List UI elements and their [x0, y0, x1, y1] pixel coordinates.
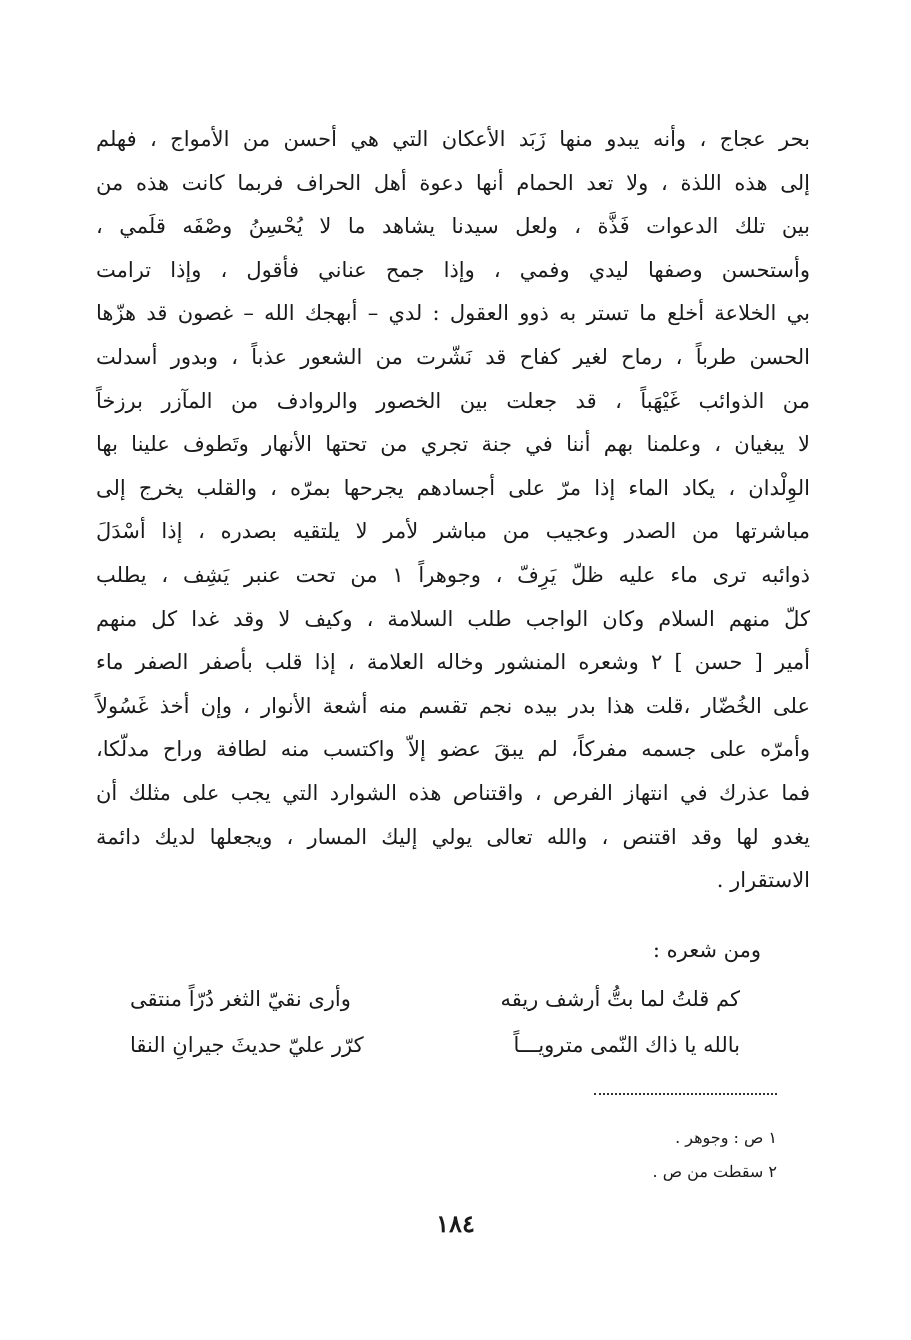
prose-line: بي الخلاعة أخلع ما تستر به ذوو العقول : لدي – أبهجك الله – غصون قد هزّها [96, 301, 810, 326]
verse-line [130, 1024, 740, 1066]
verse-second-hemistich: كرّر عليّ حديثَ جيرانِ النقا [130, 1033, 364, 1057]
page-number: ١٨٤ [436, 1209, 475, 1238]
poetry-intro: ومن شعره : [652, 938, 761, 962]
prose-line: فما عذرك في انتهاز الفرص ، واقتناص هذه الشوارد التي يجب على مثلك أن [96, 780, 810, 805]
footnote: ١ ص : وجوهر . [675, 1128, 777, 1147]
prose-line: كلّ منهم السلام وكان الواجب طلب السلامة ، وكيف لا وقد غدا كل منهم [96, 606, 810, 631]
prose-line: يغدو لها وقد اقتنص ، والله تعالى يولي إليك المسار ، ويجعلها لديك دائمة [96, 824, 810, 849]
prose-line: ذوائبه ترى ماء عليه ظلّ يَرِفّ ، وجوهراً ١ من تحت عنبر يَشِف ، يطلب [96, 562, 810, 587]
footnote: ٢ سقطت من ص . [652, 1162, 777, 1181]
prose-line: لا يبغيان ، وعلمنا بهم أننا في جنة تجري من تحتها الأنهار وتَطوف علينا بها [96, 432, 810, 457]
prose-line: الوِلْدان ، يكاد الماء إذا مرّ على أجسادهم يجرحها بمرّه ، والقلب يخرج إلى [96, 475, 810, 500]
prose-line: على الخُضّار ،قلت هذا بدر بيده نجم تقسم منه أشعة الأنوار ، وإن أخذ غَسُولاً [96, 693, 810, 718]
prose-line: بحر عجاج ، وأنه يبدو منها زَبَد الأعكان التي هي أحسن من الأمواج ، فهلم [96, 127, 810, 151]
footnote-divider [594, 1093, 777, 1095]
prose-line: من الذوائب غَيْهَباً ، قد جعلت بين الخصور والروادف من المآزر برزخاً [96, 388, 810, 413]
prose-line: الحسن طرباً ، رماح لغير كفاح قد نَشّرت من الشعور عذباً ، وبدور أسدلت [96, 344, 810, 369]
prose-line: بين تلك الدعوات فَذَّة ، ولعل سيدنا يشاهد ما لا يُحْسِنُ وصْفَه قلَمي ، [96, 214, 810, 239]
prose-line: أمير [ حسن ] ٢ وشعره المنشور وخاله العلامة ، إذا قلب بأصفر الصفر ماء [96, 650, 811, 675]
prose-line: وأستحسن وصفها ليدي وفمي ، وإذا جمح عناني فأقول ، وإذا ترامت [96, 257, 810, 282]
prose-line: مباشرتها من الصدر وعجيب من مباشر لأمر لا يلتقيه بصدره ، إذا أسْدَلَ [96, 519, 810, 544]
verse-second-hemistich: وأرى نقيّ الثغر دُرّاً منتقى [130, 987, 351, 1011]
prose-body [96, 118, 810, 903]
verse-first-hemistich: كم قلتُ لما بتُّ أرشف ريقه [500, 987, 740, 1011]
verse-first-hemistich: بالله يا ذاك النّمى مترويـــاً [513, 1033, 740, 1057]
verse-line [130, 978, 740, 1020]
prose-line-last: الاستقرار . [716, 868, 810, 893]
prose-line: وأمرّه على جسمه مفركاً، لم يبقَ عضو إلاّ واكتسب منه لطافة وراح مدلّكا، [96, 737, 810, 762]
prose-line: إلى هذه اللذة ، ولا تعد الحمام أنها دعوة أهل الحراف فربما كانت هذه من [96, 170, 810, 195]
